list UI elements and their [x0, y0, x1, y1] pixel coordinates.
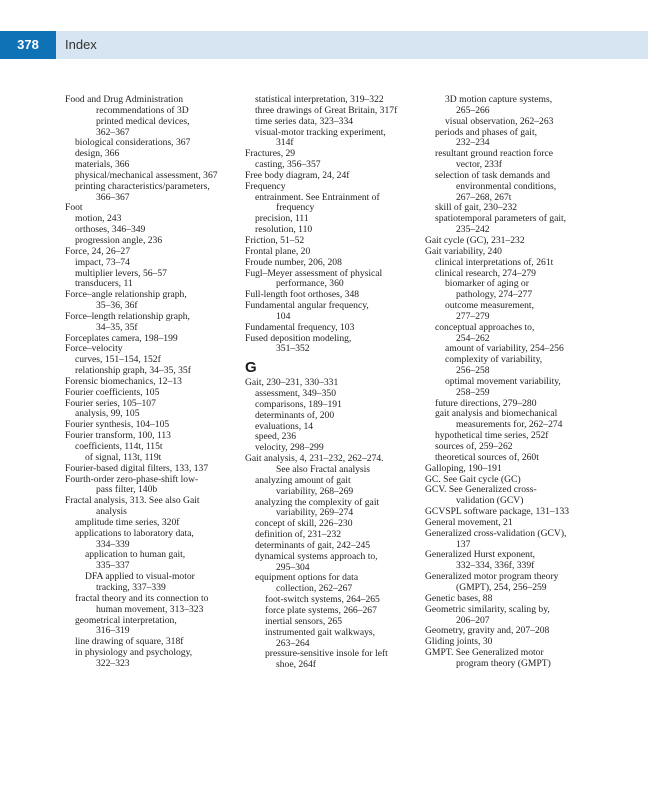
index-subentry: 263–264 [276, 637, 310, 649]
index-subentry: selection of task demands and [435, 169, 551, 181]
index-subentry: 366–367 [96, 191, 130, 203]
index-subentry: orthoses, 346–349 [75, 224, 146, 236]
index-subentry: coefficients, 114t, 115t [75, 441, 163, 452]
index-subentry: pathology, 274–277 [456, 289, 533, 301]
index-subentry: in physiology and psychology, [75, 647, 193, 659]
index-subentry: equipment options for data [255, 572, 359, 584]
index-subentry: sources of, 259–262 [435, 441, 513, 452]
index-subentry: collection, 262–267 [276, 583, 353, 595]
index-subentry: 314f [276, 137, 294, 149]
index-subentry: foot-switch systems, 264–265 [265, 594, 380, 606]
index-subentry: multiplier levers, 56–57 [75, 267, 167, 279]
index-subentry: definition of, 231–232 [255, 529, 342, 541]
index-entry: Gliding joints, 30 [425, 636, 493, 648]
index-entry: Full-length foot orthoses, 348 [245, 289, 360, 301]
index-subentry: statistical interpretation, 319–322 [255, 94, 384, 105]
index-subentry: 3D motion capture systems, [445, 94, 553, 105]
index-column-2 [245, 95, 427, 671]
letter-heading: G [245, 359, 257, 377]
index-subentry: three drawings of Great Britain, 317f [255, 104, 398, 116]
index-subentry: speed, 236 [255, 431, 297, 443]
index-subentry: analysis [96, 506, 127, 518]
index-subentry: outcome measurement, [445, 300, 534, 312]
index-subentry: variability, 269–274 [276, 507, 354, 519]
index-entry: Gait, 230–231, 330–331 [245, 377, 339, 389]
index-entry: Fugl–Meyer assessment of physical [245, 267, 383, 279]
index-subentry: design, 366 [75, 148, 120, 160]
index-subentry: 316–319 [96, 625, 130, 637]
index-subentry: variability, 268–269 [276, 485, 354, 497]
index-subentry: entrainment. See Entrainment of [255, 191, 380, 203]
index-entry: Galloping, 190–191 [425, 462, 502, 474]
index-entry: Geometric similarity, scaling by, [425, 603, 550, 615]
index-subentry: measurements for, 262–274 [456, 419, 563, 431]
index-entry: Fourier synthesis, 104–105 [65, 419, 170, 431]
index-subentry: 267–268, 267t [456, 191, 512, 203]
index-subentry: determinants of, 200 [255, 409, 335, 421]
index-subentry: analysis, 99, 105 [75, 408, 140, 420]
index-subentry: vector, 233f [456, 159, 502, 171]
index-subentry: dynamical systems approach to, [255, 550, 378, 562]
index-subentry: visual-motor tracking experiment, [255, 126, 386, 138]
index-entry: Friction, 51–52 [245, 234, 305, 246]
index-subentry: 206–207 [456, 614, 490, 626]
index-entry: Geometry, gravity and, 207–208 [425, 625, 550, 637]
index-subentry: precision, 111 [255, 213, 309, 225]
index-subentry: 235–242 [456, 224, 490, 236]
index-subentry: applications to laboratory data, [75, 527, 194, 539]
index-entry: Foot [65, 202, 83, 214]
index-subentry: biological considerations, 367 [75, 137, 191, 149]
index-subentry: motion, 243 [75, 213, 122, 225]
index-subentry: relationship graph, 34–35, 35f [75, 365, 191, 377]
index-subentry: hypothetical time series, 252f [435, 430, 549, 442]
index-subentry: 362–367 [96, 126, 130, 138]
index-subentry: 322–323 [96, 657, 130, 669]
index-subentry: force plate systems, 266–267 [265, 604, 377, 616]
index-subentry: resultant ground reaction force [435, 148, 554, 160]
index-subentry: validation (GCV) [456, 495, 524, 507]
index-subentry: human movement, 313–323 [96, 603, 204, 615]
index-subentry: 334–339 [96, 538, 130, 550]
index-subentry: biomarker of aging or [445, 278, 529, 290]
index-subentry: visual observation, 262–263 [445, 115, 554, 127]
index-subentry: determinants of gait, 242–245 [255, 539, 371, 551]
index-entry: Gait cycle (GC), 231–232 [425, 234, 525, 246]
index-subentry: complexity of variability, [445, 354, 543, 366]
index-subentry: 265–266 [456, 104, 490, 116]
index-subentry: inertial sensors, 265 [265, 615, 343, 627]
index-entry: Fundamental frequency, 103 [245, 321, 355, 333]
index-subentry: 256–258 [456, 365, 490, 377]
page-number: 378 [0, 31, 56, 59]
index-entry: Generalized cross-validation (GCV), [425, 527, 567, 539]
index-subentry: 104 [276, 310, 291, 322]
index-entry: Frequency [245, 180, 286, 192]
index-subentry: assessment, 349–350 [255, 388, 337, 400]
index-subentry: DFA applied to visual-motor [85, 571, 195, 583]
index-subentry: 335–337 [96, 560, 130, 572]
index-subentry: curves, 151–154, 152f [75, 354, 161, 366]
index-entry: Force–length relationship graph, [65, 310, 190, 322]
index-subentry: concept of skill, 226–230 [255, 518, 353, 530]
index-subentry: materials, 366 [75, 159, 130, 171]
index-subentry: pass filter, 140b [96, 484, 158, 496]
index-subentry: amplitude time series, 320f [75, 516, 180, 528]
index-subentry: (GMPT), 254, 256–259 [456, 581, 547, 593]
index-entry: Gait analysis, 4, 231–232, 262–274. [245, 453, 384, 465]
index-subentry: 351–352 [276, 343, 310, 355]
index-subentry: clinical interpretations of, 261t [435, 256, 554, 268]
index-entry: Fourier coefficients, 105 [65, 386, 160, 398]
index-subentry: physical/mechanical assessment, 367 [75, 169, 218, 181]
index-column-3 [425, 95, 607, 670]
index-subentry: clinical research, 274–279 [435, 267, 536, 279]
index-subentry: theoretical sources of, 260t [435, 451, 539, 463]
index-entry: GC. See Gait cycle (GC) [425, 473, 521, 485]
index-entry: Fused deposition modeling, [245, 332, 352, 344]
index-subentry: amount of variability, 254–256 [445, 343, 564, 355]
index-entry: Forensic biomechanics, 12–13 [65, 375, 182, 387]
index-subentry: progression angle, 236 [75, 234, 163, 246]
index-subentry: See also Fractal analysis [276, 464, 371, 475]
index-entry: General movement, 21 [425, 516, 513, 528]
index-entry: GCV. See Generalized cross- [425, 484, 537, 496]
index-subentry: printing characteristics/parameters, [75, 180, 210, 192]
index-subentry: printed medical devices, [96, 115, 190, 127]
index-entry: Froude number, 206, 208 [245, 256, 342, 268]
index-subentry: geometrical interpretation, [75, 614, 177, 626]
index-entry: Frontal plane, 20 [245, 245, 311, 257]
index-entry: Food and Drug Administration [65, 94, 184, 105]
index-subentry: impact, 73–74 [75, 256, 130, 268]
index-subentry: line drawing of square, 318f [75, 636, 184, 648]
index-subentry: performance, 360 [276, 278, 344, 290]
index-entry: GCVSPL software package, 131–133 [425, 506, 570, 518]
index-subentry: recommendations of 3D [96, 104, 189, 116]
index-entry: Genetic bases, 88 [425, 592, 493, 604]
index-entry: Fourier series, 105–107 [65, 397, 156, 409]
index-entry: Forceplates camera, 198–199 [65, 332, 178, 344]
index-entry: Fractal analysis, 313. See also Gait [65, 495, 200, 507]
index-subentry: 232–234 [456, 137, 490, 149]
index-subentry: spatiotemporal parameters of gait, [435, 213, 567, 225]
index-subentry: instrumented gait walkways, [265, 626, 376, 638]
index-column-1 [65, 95, 247, 670]
index-subentry: frequency [276, 202, 315, 214]
index-subentry: tracking, 337–339 [96, 581, 166, 593]
index-subentry: skill of gait, 230–232 [435, 202, 518, 214]
running-header [0, 31, 648, 59]
index-subentry: 34–35, 35f [96, 321, 138, 333]
index-subentry: analyzing amount of gait [255, 474, 351, 486]
index-entry: Fourier-based digital filters, 133, 137 [65, 462, 209, 474]
index-subentry: 137 [456, 538, 471, 550]
index-subentry: 332–334, 336f, 339f [456, 560, 535, 572]
index-subentry: pressure-sensitive insole for left [265, 648, 388, 660]
index-entry: Fourth-order zero-phase-shift low- [65, 473, 199, 485]
index-subentry: evaluations, 14 [255, 420, 314, 432]
index-subentry: shoe, 264f [276, 659, 316, 671]
index-subentry: fractal theory and its connection to [75, 592, 209, 604]
index-entry: Generalized Hurst exponent, [425, 549, 536, 561]
index-entry: Free body diagram, 24, 24f [245, 169, 350, 181]
index-subentry: resolution, 110 [255, 224, 313, 236]
index-entry: Fundamental angular frequency, [245, 300, 369, 312]
index-subentry: periods and phases of gait, [435, 126, 538, 138]
index-subentry: environmental conditions, [456, 180, 557, 192]
index-subentry: 35–36, 36f [96, 300, 138, 312]
index-subentry: 254–262 [456, 332, 490, 344]
index-subentry: program theory (GMPT) [456, 657, 551, 669]
index-subentry: optimal movement variability, [445, 375, 561, 387]
index-subentry: analyzing the complexity of gait [255, 496, 380, 508]
index-entry: Force–angle relationship graph, [65, 289, 187, 301]
index-subentry: time series data, 323–334 [255, 115, 354, 127]
index-entry: Gait variability, 240 [425, 245, 502, 257]
index-subentry: 277–279 [456, 310, 490, 322]
index-subentry: future directions, 279–280 [435, 397, 537, 409]
index-subentry: of signal, 113t, 119t [85, 451, 162, 463]
index-subentry: casting, 356–357 [255, 159, 321, 171]
index-subentry: 258–259 [456, 386, 490, 398]
index-entry: Force, 24, 26–27 [65, 245, 131, 257]
index-entry: GMPT. See Generalized motor [425, 647, 544, 659]
index-subentry: 295–304 [276, 561, 310, 573]
index-entry: Fourier transform, 100, 113 [65, 430, 171, 442]
index-entry: Generalized motor program theory [425, 571, 559, 583]
index-entry: Force–velocity [65, 343, 123, 355]
section-title: Index [65, 37, 97, 52]
index-subentry: transducers, 11 [75, 278, 133, 290]
index-subentry: velocity, 298–299 [255, 442, 324, 454]
index-subentry: gait analysis and biomechanical [435, 408, 558, 420]
index-entry: Fractures, 29 [245, 148, 296, 160]
index-subentry: comparisons, 189–191 [255, 398, 342, 410]
index-subentry: conceptual approaches to, [435, 321, 535, 333]
index-subentry: application to human gait, [85, 549, 186, 561]
